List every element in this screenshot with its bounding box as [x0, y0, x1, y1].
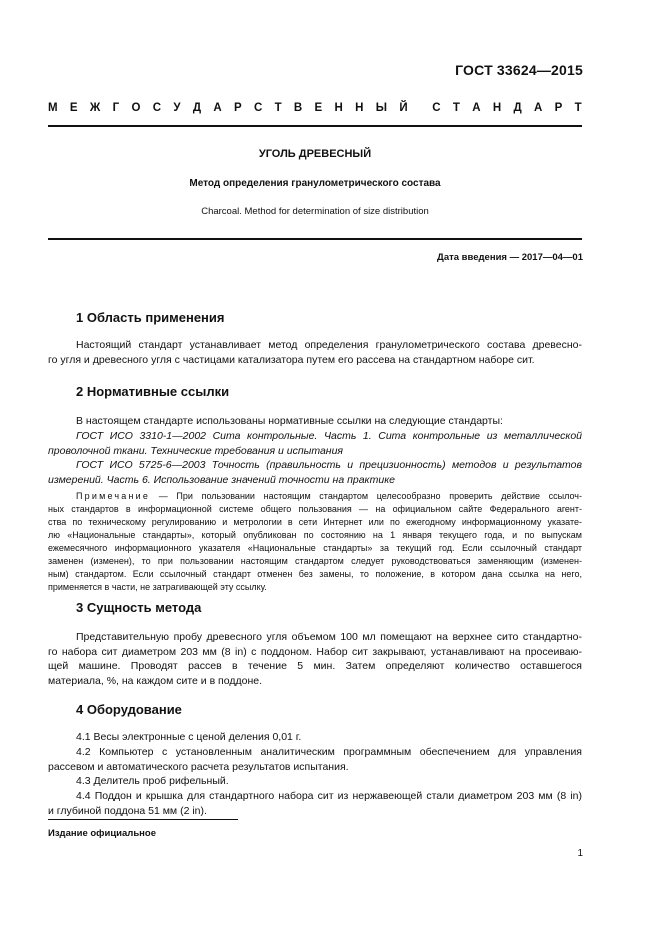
section-4-heading: 4 Оборудование: [76, 702, 182, 717]
official-edition-label: Издание официальное: [48, 828, 156, 839]
document-title: УГОЛЬ ДРЕВЕСНЫЙ: [258, 148, 372, 160]
text-line: Представительную пробу древесного угля объемом 100 мл помещают на верхнее сито стандартно-: [76, 631, 582, 643]
equipment-item-4-4: [48, 789, 582, 818]
banner-letter: Р: [554, 102, 563, 114]
equipment-item-4-1: [76, 730, 582, 745]
text-line: го набора сит диаметром 203 мм (8 in) с поддоном. Набор сит закрывают, устанавливают на просеиваю-: [48, 645, 582, 658]
section-2-note: [48, 490, 582, 594]
banner-letter: Н: [334, 102, 343, 114]
banner-letter: Н: [492, 102, 502, 114]
banner-letter: А: [472, 102, 481, 114]
text-line: Настоящий стандарт устанавливает метод определения гранулометрического состава древесно-: [76, 339, 582, 351]
note-label: Примечание: [76, 491, 151, 501]
banner-letter: Ы: [375, 102, 388, 114]
banner-letter: О: [131, 102, 141, 114]
text-line: материала, %, на каждом сите и в поддоне.: [48, 674, 263, 687]
note-line: [76, 490, 582, 503]
text-line: ГОСТ ИСО 5725-6—2003 Точность (правильность и прецизионность) методов и результатов: [76, 459, 582, 471]
banner-letter: Т: [452, 102, 460, 114]
section-1-heading: 1 Область применения: [76, 310, 225, 325]
page-number: 1: [577, 848, 583, 859]
note-line: заменен (изменен), то при пользовании настоящим стандартом следует руководствоваться заменяющим (изменен-: [48, 556, 582, 566]
section-2-intro: [76, 414, 582, 429]
banner-letter: Е: [314, 102, 323, 114]
gost-number: ГОСТ 33624—2015: [455, 62, 583, 78]
note-line: ным) стандартом. Если ссылочный стандарт отменен без замены, то положение, в котором дана ссылка на него,: [48, 569, 582, 579]
note-line: применяется в части, не затрагивающей эту ссылку.: [48, 582, 267, 592]
section-2-heading: 2 Нормативные ссылки: [76, 384, 230, 399]
text-line: рассевом и автоматического расчета результатов испытания.: [48, 760, 349, 773]
banner-letter: Е: [69, 102, 78, 114]
note-line: ных стандартов в информационной системе общего пользования — на официальном сайте Федерального агент-: [48, 504, 582, 514]
banner-letter: Г: [112, 102, 120, 114]
banner-letter: У: [173, 102, 181, 114]
note-line: ежемесячного информационного указателя «Национальные стандарты» за текущий год. Если ссылочный стандарт: [48, 543, 582, 553]
note-line: ства по техническому регулированию и метрологии в сети Интернет или по ежегодному информационному указате-: [48, 517, 582, 527]
section-1-text: [48, 338, 582, 367]
banner-letter: Н: [355, 102, 364, 114]
note-line: лю «Национальные стандарты», который опубликован по состоянию на 1 января текущего года, и по выпускам: [48, 530, 582, 540]
interstate-standard-banner: [48, 102, 582, 114]
reference-gost-iso-3310: [48, 429, 582, 458]
english-title: Charcoal. Method for determination of size distribution: [201, 206, 429, 217]
text-line: щей машине. Проводят рассев в течение 5 мин. Затем определяют количество оставшегося: [48, 660, 582, 672]
banner-letter: А: [533, 102, 543, 114]
banner-letter: Т: [274, 102, 282, 114]
banner-letter: А: [213, 102, 222, 114]
banner-letter: С: [432, 102, 441, 114]
text-line: 4.4 Поддон и крышка для стандартного набора сит из нержавеющей стали диаметром 203 мм (8 in): [76, 790, 582, 802]
equipment-item-4-3: [76, 774, 582, 789]
banner-letter: Д: [192, 102, 202, 114]
text-line: измерений. Часть 6. Использование значений точности на практике: [48, 473, 395, 486]
section-3-text: [48, 630, 582, 688]
text-line: проволочной ткани. Технические требования и испытания: [48, 444, 344, 457]
text-line: 4.2 Компьютер с установленным аналитическим программным обеспечением для управления: [76, 746, 582, 758]
banner-letter: Р: [233, 102, 242, 114]
text-line: ГОСТ ИСО 3310-1—2002 Сита контрольные. Часть 1. Сита контрольные из металлической: [76, 430, 582, 442]
section-3-heading: 3 Сущность метода: [76, 600, 202, 615]
banner-letter: С: [253, 102, 263, 114]
banner-letter: Ж: [89, 102, 101, 114]
banner-letter: М: [48, 102, 58, 114]
text-line: го угля и древесного угля с частицами катализатора путем его рассева на стандартном наборе сит.: [48, 353, 535, 366]
document-subtitle: Метод определения гранулометрического состава: [189, 178, 441, 189]
banner-letter: В: [293, 102, 303, 114]
text-line: 4.1 Весы электронные с ценой деления 0,01 г.: [76, 731, 302, 743]
banner-letter: Й: [399, 102, 408, 114]
text-line: В настоящем стандарте использованы нормативные ссылки на следующие стандарты:: [76, 415, 503, 427]
bottom-rule: [48, 238, 582, 240]
reference-gost-iso-5725: [48, 458, 582, 487]
top-rule: [48, 125, 582, 127]
note-text: — При пользовании настоящим стандартом целесообразно проверить действие ссылоч-: [158, 491, 582, 501]
banner-letter: Т: [574, 102, 582, 114]
banner-letter: С: [152, 102, 162, 114]
text-line: 4.3 Делитель проб рифельный.: [76, 775, 229, 787]
equipment-item-4-2: [48, 745, 582, 774]
banner-letter: Д: [513, 102, 522, 114]
footer-rule: [48, 819, 238, 820]
introduction-date: Дата введения — 2017—04—01: [437, 252, 583, 263]
text-line: и глубиной поддона 51 мм (2 in).: [48, 804, 207, 817]
